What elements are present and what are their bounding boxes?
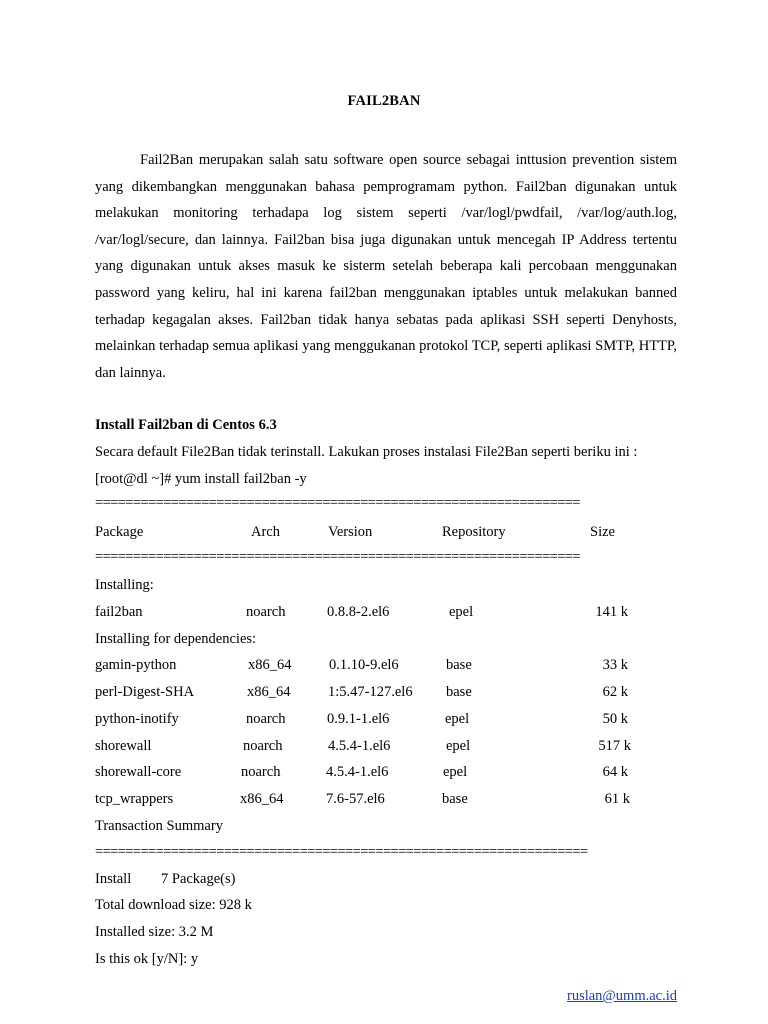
row-package: gamin-python (95, 657, 177, 673)
row-package: shorewall (95, 738, 152, 754)
separator-line-summary: ================================================================= (95, 844, 588, 860)
separator-line-header: ================================================================ (95, 549, 580, 565)
row-arch: noarch (243, 738, 283, 754)
header-arch: Arch (251, 524, 280, 540)
install-intro-text: Secara default File2Ban tidak terinstall. Lakukan proses instalasi File2Ban seperti beriku ini : (95, 444, 638, 460)
row-arch: noarch (246, 604, 286, 620)
install-summary-value: 7 Package(s) (161, 871, 236, 887)
row-repository: epel (445, 711, 470, 727)
row-package: python-inotify (95, 711, 179, 727)
separator-line-top: ================================================================ (95, 495, 580, 511)
section-heading: Install Fail2ban di Centos 6.3 (95, 417, 277, 433)
row-arch: x86_64 (248, 657, 292, 673)
row-size: 64 k (602, 764, 628, 780)
row-repository: epel (443, 764, 468, 780)
row-size: 50 k (602, 711, 628, 727)
header-repository: Repository (442, 524, 506, 540)
footer-email-link[interactable]: ruslan@umm.ac.id (567, 988, 677, 1004)
row-size: 62 k (602, 684, 628, 700)
row-version: 7.6-57.el6 (326, 791, 385, 807)
total-download-size: Total download size: 928 k (95, 897, 252, 913)
row-repository: base (446, 657, 472, 673)
row-version: 1:5.47-127.el6 (328, 684, 413, 700)
row-size: 33 k (602, 657, 628, 673)
deps-label: Installing for dependencies: (95, 631, 257, 647)
row-arch: noarch (246, 711, 286, 727)
row-repository: epel (446, 738, 471, 754)
row-arch: x86_64 (247, 684, 291, 700)
row-repository: base (442, 791, 468, 807)
row-version: 0.9.1-1.el6 (327, 711, 390, 727)
header-size: Size (590, 524, 615, 540)
row-package: shorewall-core (95, 764, 182, 780)
row-size: 61 k (604, 791, 630, 807)
row-size: 141 k (595, 604, 628, 620)
header-version: Version (328, 524, 373, 540)
row-package: perl-Digest-SHA (95, 684, 195, 700)
install-summary-label: Install (95, 871, 132, 887)
installing-label: Installing: (95, 577, 154, 593)
row-arch: noarch (241, 764, 281, 780)
row-version: 0.8.8-2.el6 (327, 604, 390, 620)
command-line: [root@dl ~]# yum install fail2ban -y (95, 471, 307, 487)
row-repository: base (446, 684, 472, 700)
row-arch: x86_64 (240, 791, 284, 807)
transaction-summary-label: Transaction Summary (95, 818, 223, 834)
row-version: 4.5.4-1.el6 (326, 764, 389, 780)
row-package: fail2ban (95, 604, 143, 620)
confirm-prompt: Is this ok [y/N]: y (95, 951, 199, 967)
header-package: Package (95, 524, 144, 540)
row-repository: epel (449, 604, 474, 620)
row-version: 4.5.4-1.el6 (328, 738, 391, 754)
intro-paragraph: Fail2Ban merupakan salah satu software open source sebagai inttusion prevention sistem yang dikembangkan menggunakan bahasa pemprogramam python. Fail2ban digunakan untuk melakukan monitoring terhadapa log sistem seperti /var/logl/pwdfail, /var/log/auth.log, /var/logl/secure, dan lainnya. Fail2ban bisa juga digunakan untuk mencegah IP Address tertentu yang digunakan untuk akses masuk ke sisterm setelah beberapa kali percobaan menggunakan password yang keliru, hal ini karena fail2ban menggunakan iptables untuk melakukan banned terhadap kegagalan akses. Fail2ban tidak hanya sebatas pada aplikasi SSH seperti Denyhosts, melainkan terhadap semua aplikasi yang menggukanan protokol TCP, seperti aplikasi SMTP, HTTP, dan lainnya. (95, 152, 677, 381)
row-package: tcp_wrappers (95, 791, 174, 807)
row-size: 517 k (598, 738, 631, 754)
row-version: 0.1.10-9.el6 (329, 657, 399, 673)
page-title: FAIL2BAN (347, 93, 421, 109)
installed-size: Installed size: 3.2 M (95, 924, 214, 940)
